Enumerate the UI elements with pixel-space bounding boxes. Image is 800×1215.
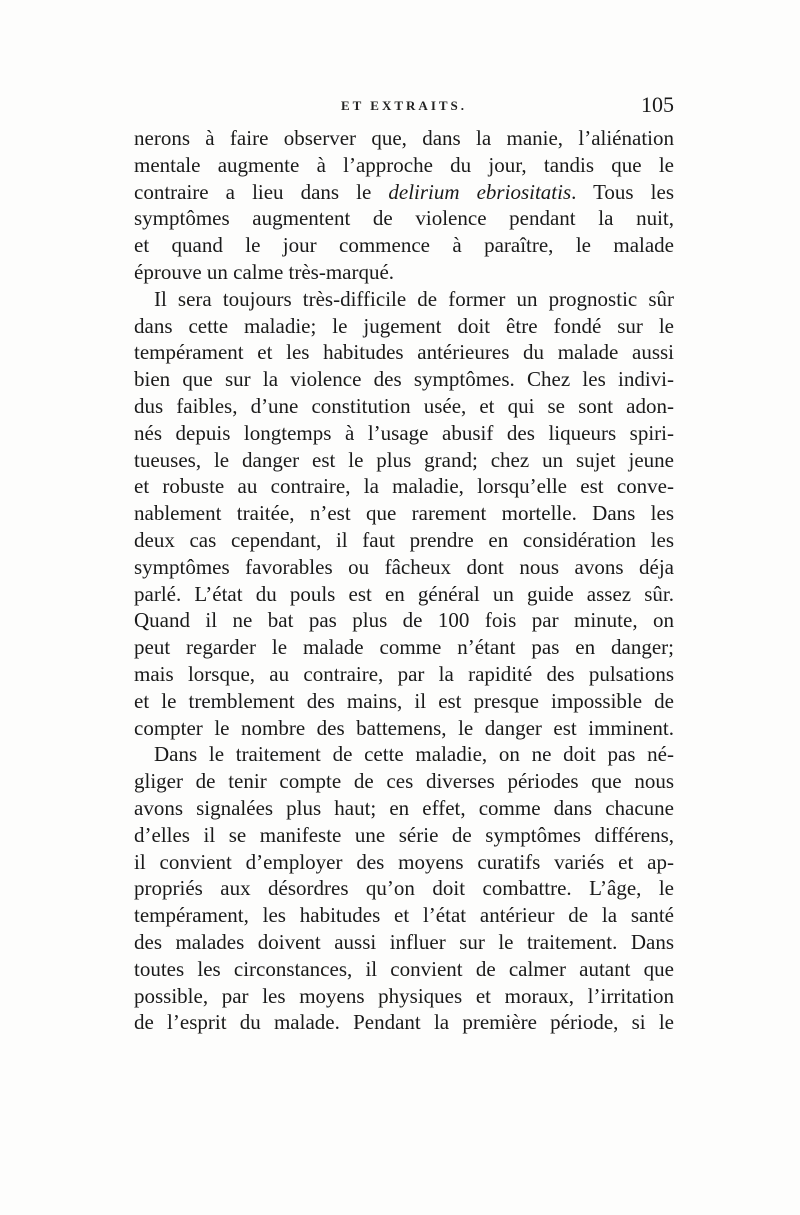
text-line: Quand il ne bat pas plus de 100 fois par minute, on — [134, 608, 674, 633]
text-line: Dans le traitement de cette maladie, on ne doit pas né- — [154, 742, 674, 767]
text-line: toutes les circonstances, il convient de calmer autant que — [134, 956, 674, 981]
text-line: il convient d’employer des moyens curatifs variés et ap- — [134, 849, 674, 874]
text-line: et le tremblement des mains, il est presque impossible de — [134, 688, 674, 713]
text-line: tempérament, les habitudes et l’état antérieur de la santé — [134, 903, 674, 928]
text-segment: . Tous les — [571, 179, 674, 204]
text-line: compter le nombre des battemens, le danger est imminent. — [134, 715, 674, 740]
text-line: et robuste au contraire, la maladie, lorsqu’elle est conve- — [134, 474, 674, 499]
text-line: possible, par les moyens physiques et moraux, l’irritation — [134, 983, 674, 1008]
page-number: 105 — [641, 92, 674, 117]
text-line: deux cas cependant, il faut prendre en considération les — [134, 527, 674, 552]
text-line: éprouve un calme très-marqué. — [134, 259, 395, 284]
page-header — [134, 92, 674, 126]
text-line: dans cette maladie; le jugement doit être fondé sur le — [134, 313, 674, 338]
text-line: dus faibles, d’une constitution usée, et qui se sont adon- — [134, 393, 674, 418]
text-line: symptômes favorables ou fâcheux dont nous avons déja — [134, 554, 674, 579]
running-head: ET EXTRAITS. — [340, 98, 468, 113]
text-line: mais lorsque, au contraire, par la rapidité des pulsations — [134, 661, 674, 686]
text-line: et quand le jour commence à paraître, le malade — [134, 233, 674, 258]
text-line: tueuses, le danger est le plus grand; chez un sujet jeune — [134, 447, 674, 472]
body-text — [134, 125, 674, 1036]
text-line: mentale augmente à l’approche du jour, tandis que le — [134, 152, 674, 177]
text-line: tempérament et les habitudes antérieures du malade aussi — [134, 340, 674, 365]
text-line: d’elles il se manifeste une série de symptômes différens, — [134, 822, 674, 847]
text-line: symptômes augmentent de violence pendant la nuit, — [134, 206, 674, 231]
text-line: nés depuis longtemps à l’usage abusif des liqueurs spiri- — [134, 420, 674, 445]
text-segment: contraire a lieu dans le — [134, 179, 389, 204]
text-line: des malades doivent aussi influer sur le traitement. Dans — [134, 929, 674, 954]
text-line: avons signalées plus haut; en effet, comme dans chacune — [134, 795, 674, 820]
text-line: Il sera toujours très-difficile de former un prognostic sûr — [154, 286, 674, 311]
text-line: propriés aux désordres qu’on doit combattre. L’âge, le — [134, 876, 674, 901]
text-line: nablement traitée, n’est que rarement mortelle. Dans les — [134, 501, 674, 526]
text-line — [134, 179, 674, 206]
text-line: bien que sur la violence des symptômes. Chez les indivi- — [134, 367, 674, 392]
italic-term: delirium ebriositatis — [388, 179, 572, 204]
text-line: nerons à faire observer que, dans la manie, l’aliénation — [134, 126, 674, 150]
text-line: gliger de tenir compte de ces diverses périodes que nous — [134, 769, 674, 794]
text-line: peut regarder le malade comme n’étant pas en danger; — [134, 635, 674, 660]
text-line: parlé. L’état du pouls est en général un guide assez sûr. — [134, 581, 674, 606]
text-line: de l’esprit du malade. Pendant la première période, si le — [134, 1010, 674, 1035]
